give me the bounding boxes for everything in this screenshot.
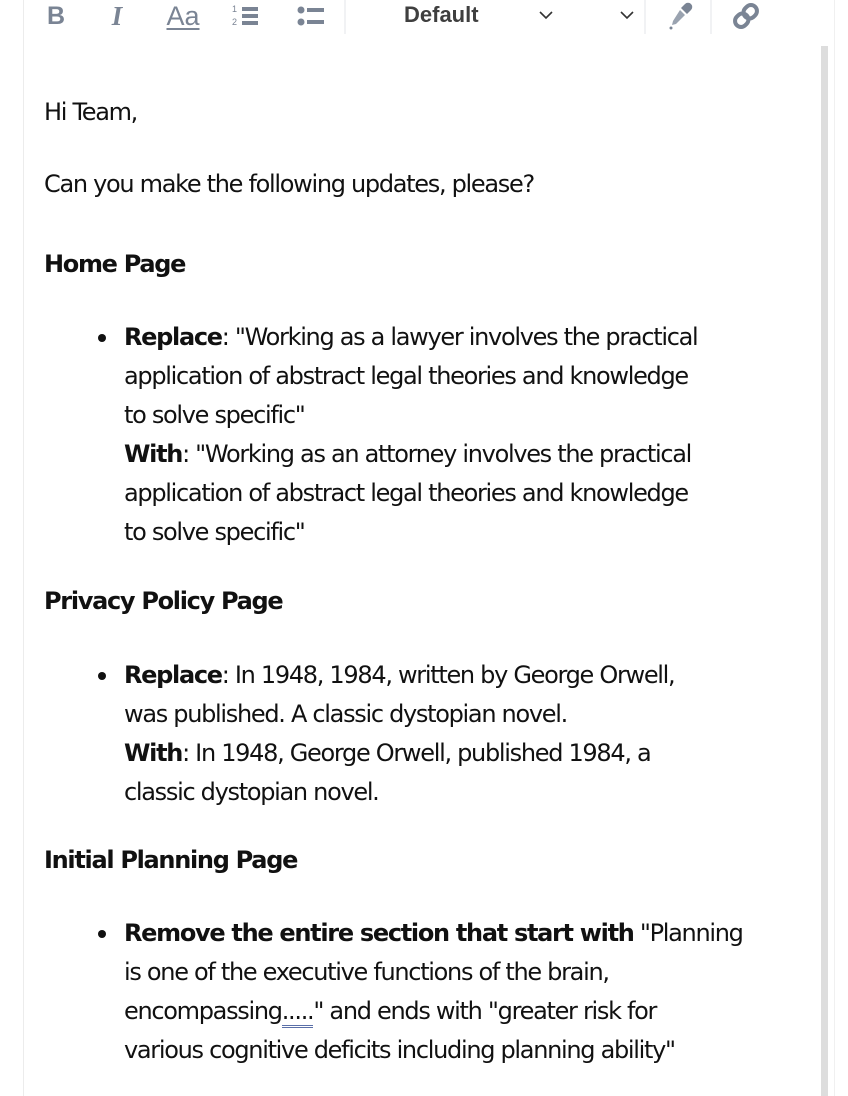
remove-text: " and ends with "greater risk for xyxy=(313,997,657,1025)
section-heading-privacy-policy: Privacy Policy Page xyxy=(44,587,283,615)
list-item-privacy-policy xyxy=(124,656,814,812)
formatting-toolbar xyxy=(0,0,848,36)
with-label: With xyxy=(124,440,183,468)
scrollbar-thumb[interactable] xyxy=(821,46,828,1096)
remove-text: "Planning xyxy=(633,919,743,947)
with-label: With xyxy=(124,739,183,767)
insert-link-button[interactable] xyxy=(726,0,766,32)
replace-text: application of abstract legal theories and knowledge xyxy=(124,362,688,390)
bullet-icon xyxy=(98,672,106,680)
unordered-list-button[interactable] xyxy=(293,0,329,32)
replace-text: : In 1948, 1984, written by George Orwell, xyxy=(221,661,675,689)
ordered-list-button[interactable] xyxy=(228,0,264,32)
link-icon xyxy=(731,1,761,31)
toolbar-divider xyxy=(344,0,346,34)
with-text: : "Working as an attorney involves the practical xyxy=(182,440,691,468)
bullet-icon xyxy=(98,930,106,938)
svg-text:1: 1 xyxy=(232,4,238,14)
font-select[interactable] xyxy=(348,0,568,30)
bold-button[interactable]: B xyxy=(46,1,66,30)
toolbar-divider xyxy=(710,0,712,34)
chevron-down-icon[interactable] xyxy=(538,8,554,22)
remove-text: encompassing xyxy=(124,997,282,1025)
bulleted-list-icon xyxy=(297,3,325,29)
greeting: Hi Team, xyxy=(44,98,138,126)
list-item-initial-planning xyxy=(124,914,814,1070)
remove-text: is one of the executive functions of the brain, xyxy=(124,958,609,986)
text-case-button[interactable]: Aa xyxy=(166,0,200,31)
svg-text:2: 2 xyxy=(232,17,238,27)
replace-text: : "Working as a lawyer involves the practical xyxy=(221,323,698,351)
intro-text: Can you make the following updates, please? xyxy=(44,170,534,198)
section-heading-home-page: Home Page xyxy=(44,250,186,278)
numbered-list-icon xyxy=(232,3,260,29)
replace-label: Replace xyxy=(124,661,222,689)
replace-label: Replace xyxy=(124,323,222,351)
with-text: to solve specific" xyxy=(124,518,305,546)
replace-text: was published. A classic dystopian novel. xyxy=(124,700,567,728)
with-text: classic dystopian novel. xyxy=(124,778,379,806)
italic-button[interactable]: I xyxy=(111,0,123,31)
chevron-down-icon[interactable] xyxy=(619,8,635,22)
bullet-icon xyxy=(98,334,106,342)
section-heading-initial-planning: Initial Planning Page xyxy=(44,846,298,874)
eyedropper-icon xyxy=(665,1,695,31)
remove-text: various cognitive deficits including planning ability" xyxy=(124,1036,675,1064)
font-select-value: Default xyxy=(404,2,479,27)
list-item-home-page xyxy=(124,318,814,552)
remove-instruction: Remove the entire section that start with xyxy=(124,919,634,947)
replace-text: to solve specific" xyxy=(124,401,305,429)
color-picker-button[interactable] xyxy=(660,0,700,32)
toolbar-divider xyxy=(644,0,646,34)
spellcheck-underline[interactable]: ..... xyxy=(282,997,314,1028)
with-text: application of abstract legal theories and knowledge xyxy=(124,479,688,507)
with-text: : In 1948, George Orwell, published 1984, a xyxy=(182,739,651,767)
